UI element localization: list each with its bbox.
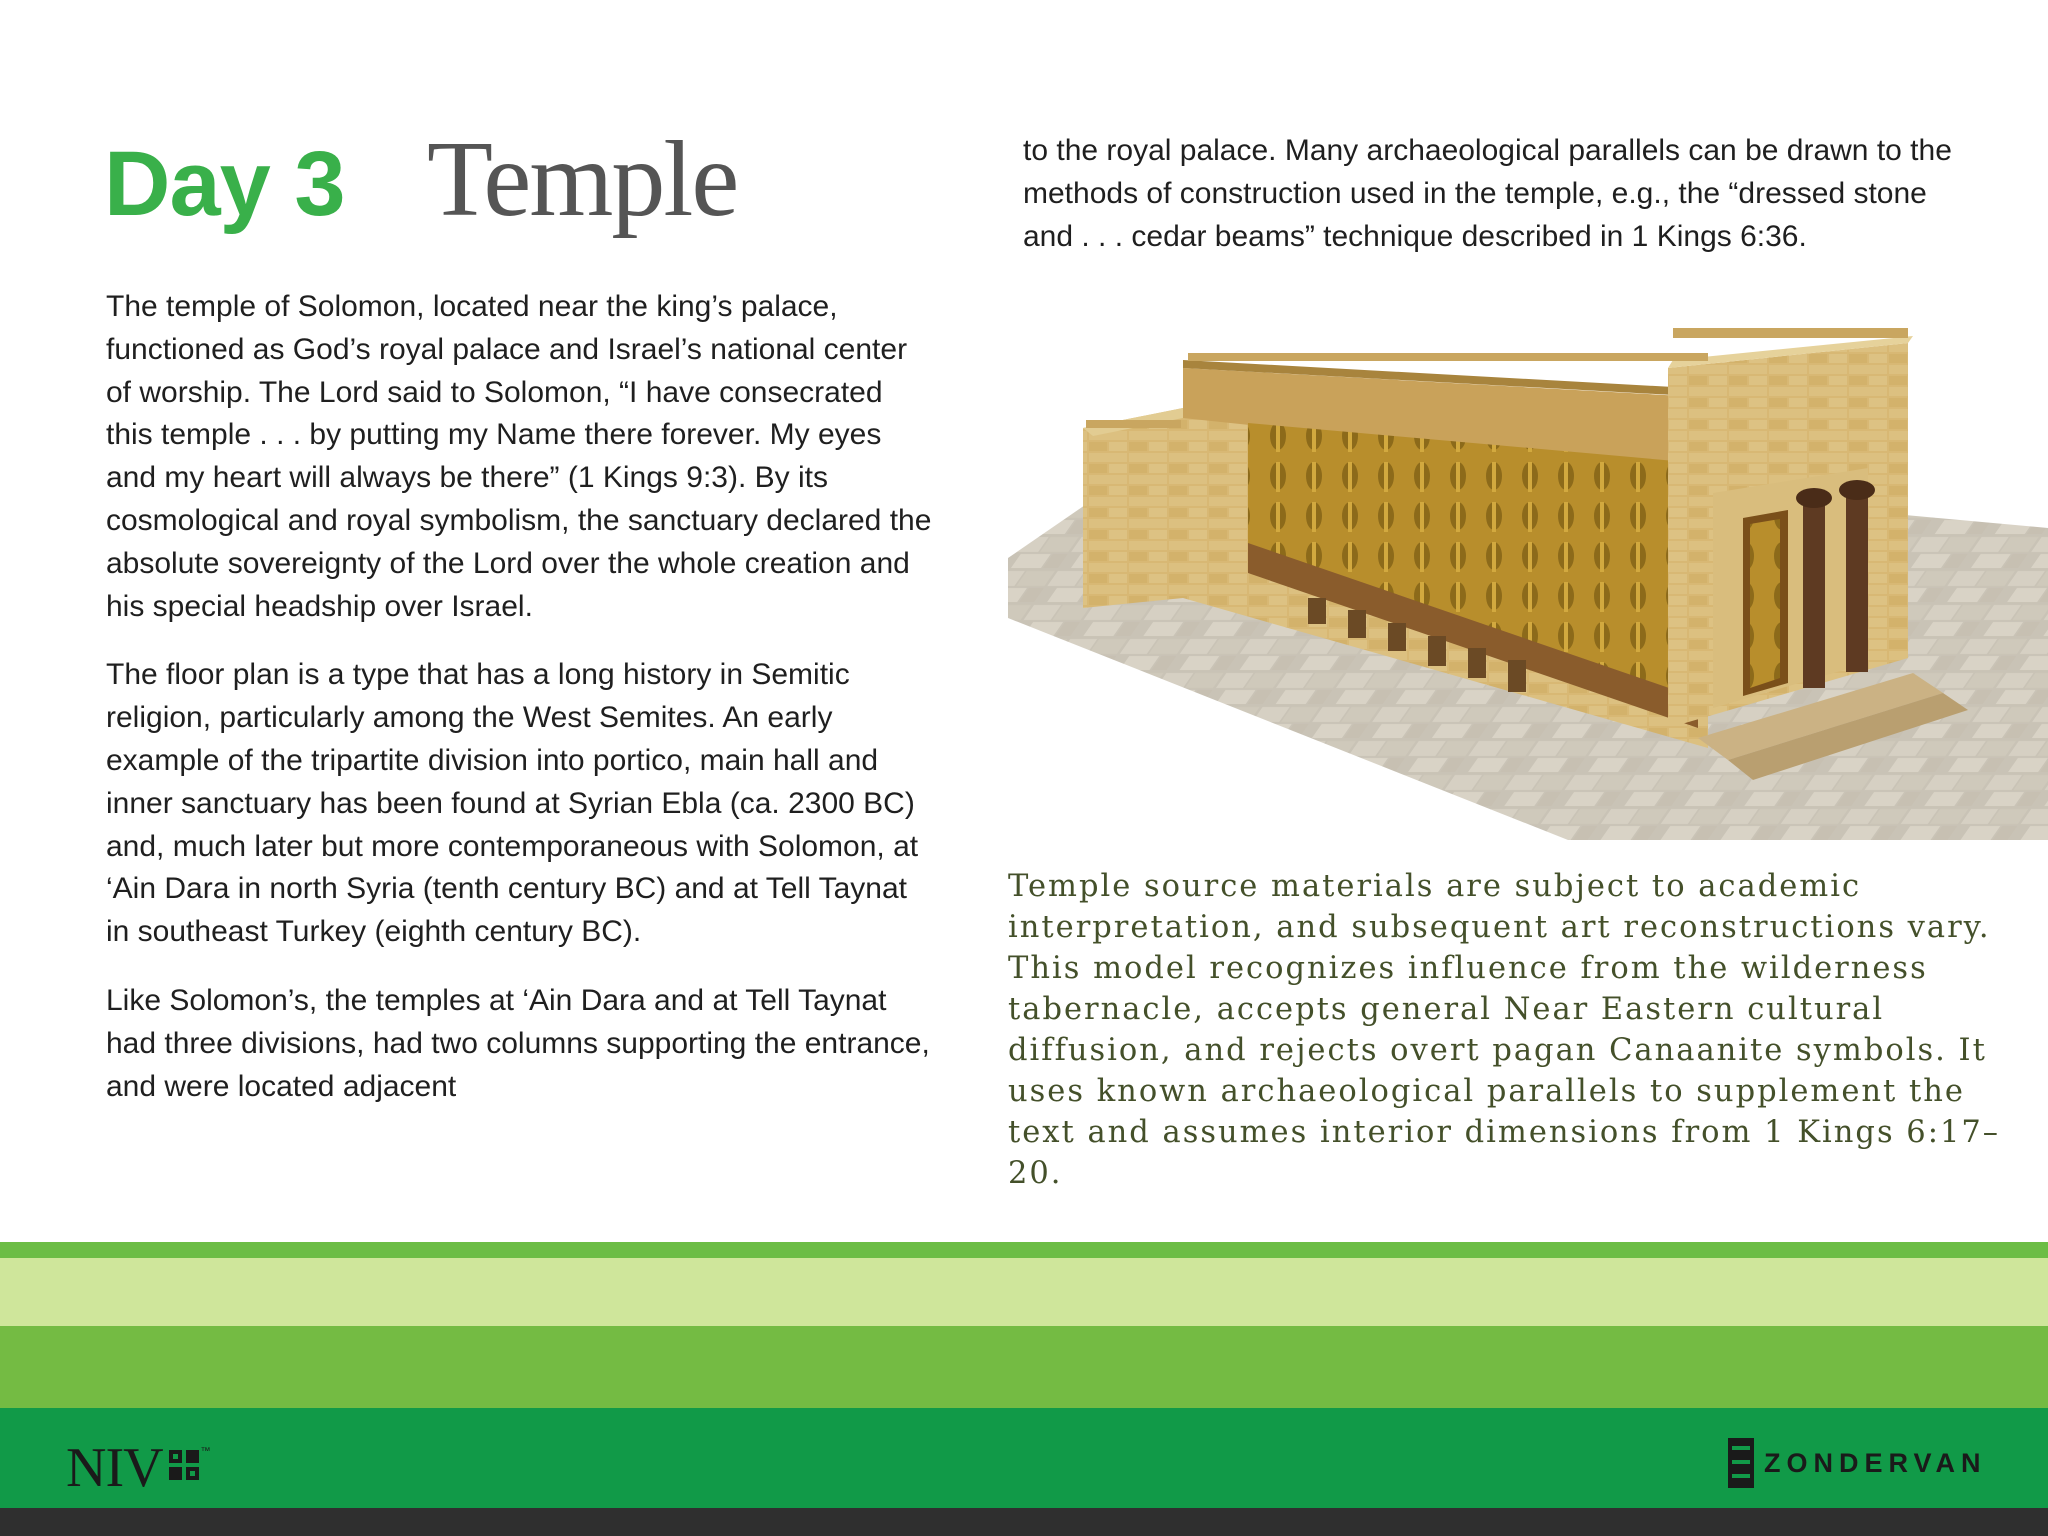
- paragraph-2: The floor plan is a type that has a long history in Semitic religion, particularly among the West Semites. An early example of the tripartite division into portico, main hall and inner sanctuary has been found at Syrian Ebla (ca. 2300 BC) and, much later but more contemporaneous with Solomon, at ‘Ain Dara in north Syria (tenth century BC) and at Tell Taynat in southeast Turkey (eighth century BC).: [106, 658, 919, 949]
- paragraph-3: Like Solomon’s, the temples at ‘Ain Dara and at Tell Taynat had three divisions, had two columns supporting the entrance, and were located adjacent: [106, 983, 930, 1103]
- figure-caption: Temple source materials are subject to academic interpretation, and subsequent art reconstructions vary. This model recognizes influence from the wilderness tabernacle, accepts general Near Eastern cultural diffusion, and rejects overt pagan Canaanite symbols. It uses known archaeological parallels to supplement the text and assumes interior dimensions from 1 Kings 6:17–20.: [1008, 869, 2001, 1191]
- page-heading: [104, 118, 737, 238]
- footer-band-2: [0, 1258, 2048, 1326]
- zondervan-logo: [1728, 1438, 1987, 1488]
- footer-band-1: [0, 1242, 2048, 1258]
- niv-logo-text: NIV: [66, 1437, 163, 1499]
- temple-model-icon: [1008, 298, 2048, 840]
- footer-band-3: [0, 1326, 2048, 1408]
- day-label: Day 3: [104, 133, 345, 235]
- paragraph-continuation: to the royal palace. Many archaeological parallels can be drawn to the methods of construction used in the temple, e.g., the “dressed stone and . . . cedar beams” technique described in 1 Kings 6:36.: [1023, 134, 1952, 253]
- niv-logo: [66, 1436, 210, 1500]
- topic-title: Temple: [426, 120, 738, 239]
- trademark-symbol: ™: [200, 1446, 210, 1457]
- footer-band-5: [0, 1508, 2048, 1536]
- paragraph-1: The temple of Solomon, located near the king’s palace, functioned as God’s royal palace and Israel’s national center of worship. The Lord said to Solomon, “I have consecrated this temple . . . by putting my Name there forever. My eyes and my heart will always be there” (1 Kings 9:3). By its cosmological and royal symbolism, the sanctuary declared the absolute sovereignty of the Lord over the whole creation and his special headship over Israel.: [106, 290, 932, 623]
- zondervan-mark-icon: [1728, 1438, 1754, 1488]
- right-column: [1023, 130, 1953, 284]
- left-column: [106, 286, 936, 1134]
- zondervan-logo-text: ZONDERVAN: [1764, 1447, 1987, 1478]
- temple-model-figure: [1008, 298, 2048, 840]
- niv-mark-icon: [169, 1450, 199, 1480]
